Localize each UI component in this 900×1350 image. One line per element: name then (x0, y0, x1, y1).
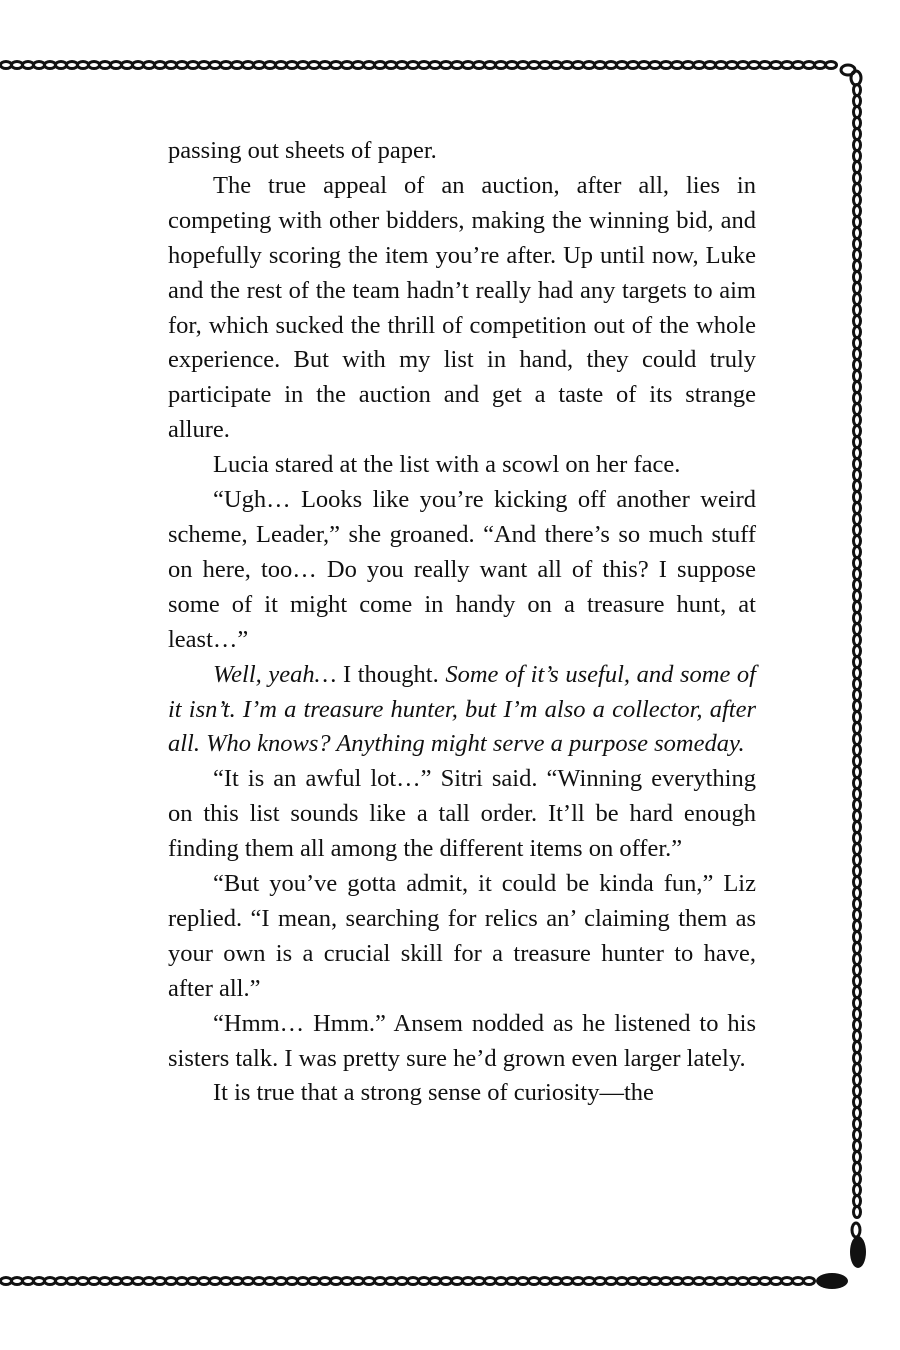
paragraph (168, 867, 756, 1007)
paragraph (168, 658, 756, 763)
italic-text: Some of it’s useful, and some of it isn’t. I’m a treasure hunter, but I’m also a collector, after all. Who knows? Anything might serve a purpose someday. (168, 660, 756, 758)
paragraph (168, 762, 756, 867)
text-run: The true appeal of an auction, after all, lies in competing with other bidders, making the winning bid, and hopefully scoring the item you’re after. Up until now, Luke and the rest of the team hadn’t really had any targets to aim for, which sucked the thrill of competition out of the whole experience. But with my list in hand, they could truly participate in the auction and get a taste of its strange allure. (168, 171, 756, 444)
text-run: “Ugh… Looks like you’re kicking off another weird scheme, Leader,” she groaned. “And there’s so much stuff on here, too… Do you really want all of this? I suppose some of it might come in handy on a treasure hunt, at least…” (168, 486, 756, 653)
text-run: “It is an awful lot…” Sitri said. “Winning everything on this list sounds like a tall order. It’ll be hard enough finding them all among the different items on offer.” (168, 765, 756, 863)
text-run: “But you’ve gotta admit, it could be kinda fun,” Liz replied. “I mean, searching for relics an’ claiming them as your own is a crucial skill for a treasure hunter to have, after all.” (168, 870, 756, 1002)
book-page-text (168, 134, 756, 1111)
italic-text: Well, yeah… (213, 660, 337, 688)
paragraph (168, 1007, 756, 1077)
text-run: “Hmm… Hmm.” Ansem nodded as he listened to his sisters talk. I was pretty sure he’d grown even larger lately. (168, 1009, 756, 1072)
paragraph (168, 483, 756, 658)
paragraph (168, 169, 756, 448)
text-run: passing out sheets of paper. (168, 137, 437, 164)
paragraph (168, 1076, 756, 1111)
text-run: Lucia stared at the list with a scowl on her face. (213, 451, 681, 479)
text-run: I thought. (336, 660, 446, 688)
chain-clasp-icon (816, 1223, 866, 1289)
paragraph (168, 448, 756, 483)
paragraph (168, 134, 756, 169)
text-run: It is true that a strong sense of curiosity—the (213, 1079, 654, 1107)
